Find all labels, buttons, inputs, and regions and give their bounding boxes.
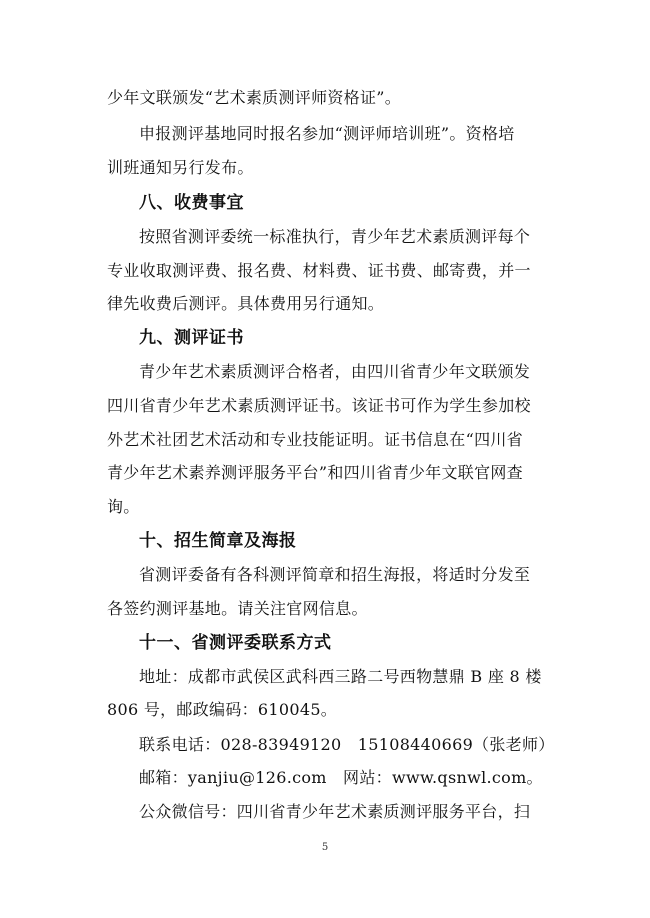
paragraph-line: 专业收取测评费、报名费、材料费、证书费、邮寄费，并一 bbox=[107, 261, 531, 280]
paragraph-line: 青少年艺术素质测评合格者，由四川省青少年文联颁发 bbox=[139, 362, 531, 381]
paragraph-line: 地址：成都市武侯区武科西三路二号西物慧鼎 B 座 8 楼 bbox=[139, 667, 542, 686]
paragraph-line: 联系电话：028-83949120 15108440669（张老师） bbox=[139, 735, 555, 754]
paragraph-line: 各签约测评基地。请关注官网信息。 bbox=[107, 599, 368, 618]
paragraph-line: 邮箱：yanjiu@126.com 网站：www.qsnwl.com。 bbox=[139, 768, 543, 787]
paragraph-line: 询。 bbox=[107, 497, 140, 516]
paragraph-line: 律先收费后测评。具体费用另行通知。 bbox=[107, 294, 385, 313]
section-heading: 十一、省测评委联系方式 bbox=[139, 633, 332, 653]
page-number: 5 bbox=[321, 842, 329, 853]
paragraph-line: 申报测评基地同时报名参加“测评师培训班”。资格培 bbox=[139, 124, 515, 143]
paragraph-line: 按照省测评委统一标准执行，青少年艺术素质测评每个 bbox=[139, 227, 531, 246]
paragraph-line: 青少年艺术素养测评服务平台”和四川省青少年文联官网查 bbox=[107, 463, 523, 482]
paragraph-line: 外艺术社团艺术活动和专业技能证明。证书信息在“四川省 bbox=[107, 430, 523, 449]
section-heading: 十、招生简章及海报 bbox=[139, 531, 297, 551]
section-heading: 九、测评证书 bbox=[139, 328, 244, 348]
paragraph-line: 省测评委备有各科测评简章和招生海报，将适时分发至 bbox=[139, 565, 531, 584]
paragraph-line: 训班通知另行发布。 bbox=[107, 158, 254, 177]
paragraph-line: 四川省青少年艺术素质测评证书。该证书可作为学生参加校 bbox=[107, 396, 531, 415]
paragraph-line: 少年文联颁发“艺术素质测评师资格证”。 bbox=[107, 88, 402, 107]
paragraph-line: 公众微信号：四川省青少年艺术素质测评服务平台，扫 bbox=[139, 802, 531, 821]
section-heading: 八、收费事宜 bbox=[139, 193, 244, 213]
paragraph-line: 806 号，邮政编码：610045。 bbox=[107, 700, 338, 719]
